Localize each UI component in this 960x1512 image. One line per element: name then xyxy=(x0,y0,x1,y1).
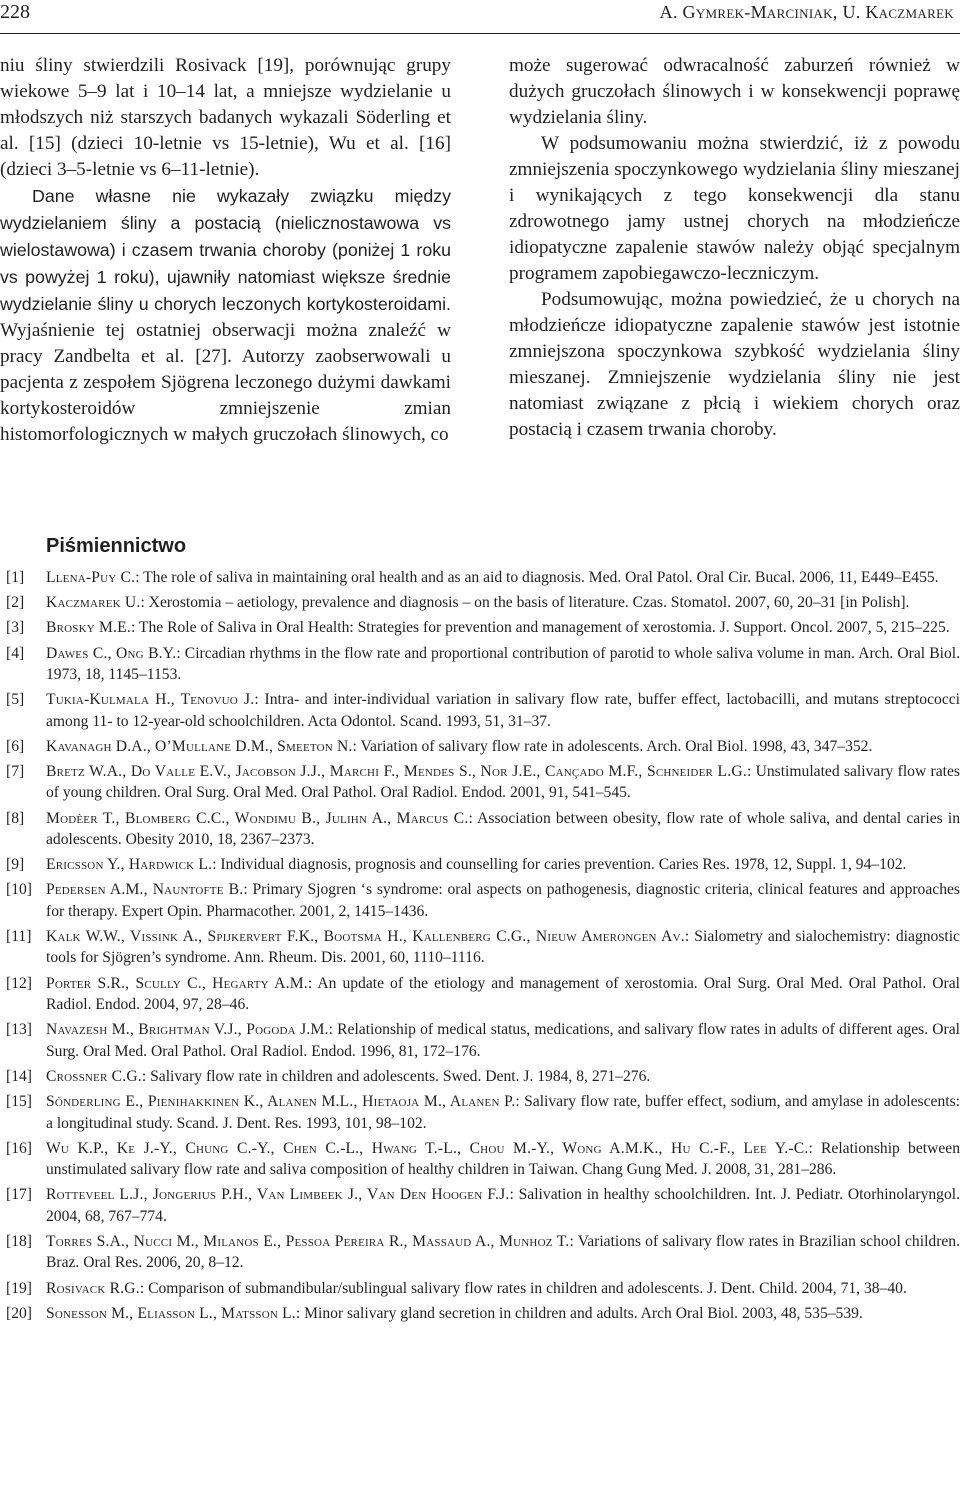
reference-item xyxy=(0,761,960,804)
reference-number: [4] xyxy=(6,644,25,662)
reference-number: [13] xyxy=(6,1021,32,1039)
reference-item xyxy=(0,617,960,638)
reference-number: [11] xyxy=(6,928,32,946)
reference-list xyxy=(0,567,960,1324)
reference-number: [19] xyxy=(6,1279,32,1297)
reference-item xyxy=(0,689,960,732)
reference-item xyxy=(0,1091,960,1134)
reference-text: : An update of the etiology and management of xerostomia. Oral Surg. Oral Med. Oral Pathol. Oral Radiol. Endod. 2004, 97, 28–46. xyxy=(46,974,960,1014)
reference-number: [2] xyxy=(6,594,25,612)
reference-item xyxy=(0,808,960,851)
reference-item xyxy=(0,973,960,1016)
paragraph: może sugerować odwracalność zaburzeń również w dużych gruczołach ślinowych i w konsekwencji poprawę wydzielania śliny. xyxy=(509,55,960,128)
reference-authors: Modèer T., Blomberg C.C., Wondimu B., Julihn A., Marcus C. xyxy=(46,809,469,827)
reference-text: : The Role of Saliva in Oral Health: Strategies for prevention and management of xerostomia. J. Support. Oncol. 2007, 5, 215–225. xyxy=(130,619,950,637)
reference-item xyxy=(0,1019,960,1062)
reference-authors: Rotteveel L.J., Jongerius P.H., Van Limbeek J., Van Den Hoogen F.J. xyxy=(46,1186,510,1204)
reference-authors: Kalk W.W., Vissink A., Spijkervert F.K., Bootsma H., Kallenberg C.G., Nieuw Amerongen Av. xyxy=(46,928,685,946)
reference-number: [15] xyxy=(6,1093,32,1111)
running-head-authors: A. Gymrek-Marciniak, U. Kaczmarek xyxy=(659,2,954,22)
reference-item xyxy=(0,567,960,588)
paragraph: W podsumowaniu można stwierdzić, iż z powodu zmniejszenia spoczynkowego wydzielania śliny mieszanej i wynikających z tego konsekwencji dla stanu zdrowotnego jamy ustnej chorych na młodzieńcze idiopatyczne zapalenie stawów należy objąć specjalnym programem zapobiegawczo-leczniczym. xyxy=(509,133,960,284)
reference-authors: Llena-Puy C. xyxy=(46,569,136,586)
reference-number: [5] xyxy=(6,691,25,709)
reference-number: [3] xyxy=(6,619,25,637)
reference-item xyxy=(0,643,960,686)
reference-number: [10] xyxy=(6,881,32,899)
reference-text: : Salivary flow rate in children and adolescents. Swed. Dent. J. 1984, 8, 271–276. xyxy=(141,1067,651,1085)
reference-text: : Relationship of medical status, medications, and salivary flow rates in adults of different ages. Oral Surg. Oral Med. Oral Pathol. Oral Radiol. Endod. 1996, 81, 172–176. xyxy=(46,1021,960,1060)
references-heading: Piśmiennictwo xyxy=(46,535,187,557)
reference-number: [17] xyxy=(6,1186,32,1204)
paragraph-serif-part: Wyjaśnienie tej ostatniej obserwacji można znaleźć w pracy Zandbelta et al. [27]. Autorzy zaobserwowali u pacjenta z zespołem Sjögrena leczonego dużymi dawkami kortykosteroidów zmniejszenie zmian histomorfologicznych w małych gruczołach ślinowych, co xyxy=(0,320,451,445)
reference-number: [8] xyxy=(6,809,25,827)
reference-authors: Ericsson Y., Hardwick L. xyxy=(46,856,213,874)
reference-item xyxy=(0,736,960,757)
right-column xyxy=(509,53,960,443)
references-section xyxy=(0,532,960,1328)
reference-text: : Xerostomia – aetiology, prevalence and diagnosis – on the basis of literature. Czas. Stomatol. 2007, 60, 20–31 [in Polish]. xyxy=(140,594,910,612)
reference-text: : Variations of salivary flow rates in Brazilian school children. Braz. Oral Res. 2006, 20, 8–12. xyxy=(46,1232,960,1272)
reference-authors: Pedersen A.M., Nauntofte B. xyxy=(46,881,244,899)
reference-text: : Circadian rhythms in the flow rate and proportional contribution of parotid to whole saliva volume in man. Arch. Oral Biol. 1973, 18, 1145–1153. xyxy=(46,644,960,684)
reference-authors: Sonesson M., Eliasson L., Matsson L. xyxy=(46,1304,296,1322)
reference-text: : Individual diagnosis, prognosis and counselling for caries prevention. Caries Res. 1978, 12, Suppl. 1, 94–102. xyxy=(212,856,907,874)
reference-text: : Primary Sjogren ‘s syndrome: oral aspects on pathogenesis, diagnostic criteria, clinical features and approaches for therapy. Expert Opin. Pharmacother. 2001, 2, 1415–1436. xyxy=(46,881,960,920)
paragraph-sans-part: Dane własne nie wykazały związku między wydzielaniem śliny a postacią (nielicznostawowa vs wielostawowa) i czasem trwania choroby (poniżej 1 roku vs powyżej 1 roku), ujawniły natomiast większe średnie wydzielanie śliny u chorych leczonych kortykosteroidami. xyxy=(0,186,451,314)
reference-text: : Variation of salivary flow rate in adolescents. Arch. Oral Biol. 1998, 43, 347–352. xyxy=(352,737,873,755)
reference-item xyxy=(0,854,960,875)
reference-item xyxy=(0,879,960,922)
reference-text: : Association between obesity, flow rate of whole saliva, and dental caries in adolescents. Obesity 2010, 18, 2367–2373. xyxy=(46,809,960,849)
reference-text: : Minor salivary gland secretion in children and adults. Arch Oral Biol. 2003, 48, 535–539. xyxy=(295,1304,863,1322)
page-number: 228 xyxy=(0,1,30,23)
reference-item xyxy=(0,1278,960,1299)
reference-text: : Salivation in healthy schoolchildren. Int. J. Pediatr. Otorhinolaryngol. 2004, 68, 767–774. xyxy=(46,1186,960,1225)
reference-text: : Sialometry and sialochemistry: diagnostic tools for Sjögren’s syndrome. Ann. Rheum. Dis. 2001, 60, 1110–1116. xyxy=(46,928,960,967)
reference-authors: Navazesh M., Brightman V.J., Pogoda J.M. xyxy=(46,1021,329,1039)
reference-item xyxy=(0,1184,960,1227)
reference-text: : Unstimulated salivary flow rates of young children. Oral Surg. Oral Med. Oral Pathol. Oral Radiol. Endod. 2001, 91, 541–545. xyxy=(46,763,960,802)
reference-authors: Rosivack R.G. xyxy=(46,1279,140,1297)
reference-item xyxy=(0,1138,960,1181)
reference-number: [16] xyxy=(6,1139,32,1157)
header-rule xyxy=(0,33,960,34)
page-header xyxy=(0,0,960,34)
paragraph: niu śliny stwierdzili Rosivack [19], porównując grupy wiekowe 5–9 lat i 10–14 lat, a mniejsze wydzielanie u młodszych niż starszych badanych wykazali Söderling et al. [15] (dzieci 10-letnie vs 15-letnie), Wu et al. [16] (dzieci 3–5-letnie vs 6–11-letnie). xyxy=(0,55,451,180)
reference-authors: Porter S.R., Scully C., Hegarty A.M. xyxy=(46,974,308,992)
reference-number: [6] xyxy=(6,737,25,755)
reference-authors: Kavanagh D.A., O’Mullane D.M., Smeeton N. xyxy=(46,737,353,755)
reference-text: : Salivary flow rate, buffer effect, sodium, and amylase in adolescents: a longitudinal study. Scand. J. Dent. Res. 1993, 101, 98–102. xyxy=(46,1093,960,1132)
reference-number: [20] xyxy=(6,1304,32,1322)
paragraph xyxy=(0,183,451,448)
reference-text: : Intra- and inter-individual variation in salivary flow rate, buffer effect, lactobacilli, and mutans streptococci among 11- to 12-year-old schoolchildren. Acta Odontol. Scand. 1993, 51, 31–37. xyxy=(46,691,960,730)
reference-authors: Dawes C., Ong B.Y. xyxy=(46,644,177,662)
reference-item xyxy=(0,1066,960,1087)
reference-item xyxy=(0,592,960,613)
reference-item xyxy=(0,1303,960,1324)
reference-item xyxy=(0,1231,960,1274)
reference-text: : The role of saliva in maintaining oral health and as an aid to diagnosis. Med. Oral Patol. Oral Cir. Bucal. 2006, 11, E449–E455. xyxy=(135,569,939,586)
reference-text: : Comparison of submandibular/sublingual salivary flow rates in children and adolescents. J. Dent. Child. 2004, 71, 38–40. xyxy=(139,1279,907,1297)
reference-authors: Tukia-Kulmala H., Tenovuo J. xyxy=(46,691,255,709)
reference-number: [18] xyxy=(6,1232,32,1250)
reference-authors: Brosky M.E. xyxy=(46,619,131,637)
reference-number: [14] xyxy=(6,1067,32,1085)
paragraph: Podsumowując, można powiedzieć, że u chorych na młodzieńcze idiopatyczne zapalenie stawów jest istotnie zmniejszona spoczynkowa szybkość wydzielania śliny mieszanej. Zmniejszenie wydzielania śliny nie jest natomiast związane z płcią i wiekiem chorych oraz postacią i czasem trwania choroby. xyxy=(509,289,960,440)
reference-authors: Crossner C.G. xyxy=(46,1067,142,1085)
reference-item xyxy=(0,926,960,969)
reference-authors: Bretz W.A., Do Valle E.V., Jacobson J.J., Marchi F., Mendes S., Nor J.E., Cançado M.F., Schneider L.G. xyxy=(46,763,747,781)
reference-number: [9] xyxy=(6,856,25,874)
reference-authors: Torres S.A., Nucci M., Milanos E., Pessoa Pereira R., Massaud A., Munhoz T. xyxy=(46,1232,570,1250)
reference-number: [1] xyxy=(6,569,25,586)
reference-text: : Relationship between unstimulated salivary flow rate and saliva composition of healthy children in Taiwan. Chang Gung Med. J. 2008, 31, 281–286. xyxy=(46,1139,960,1179)
left-column xyxy=(0,53,451,448)
reference-authors: Sőnderling E., Pienihakkinen K., Alanen M.L., Hietaoja M., Alanen P. xyxy=(46,1093,516,1111)
reference-authors: Kaczmarek U. xyxy=(46,594,141,612)
reference-authors: Wu K.P., Ke J.-Y., Chung C.-Y., Chen C.-L., Hwang T.-L., Chou M.-Y., Wong A.M.K., Hu C.-F., Lee Y.-C. xyxy=(46,1139,809,1157)
reference-number: [12] xyxy=(6,974,32,992)
reference-number: [7] xyxy=(6,763,25,781)
